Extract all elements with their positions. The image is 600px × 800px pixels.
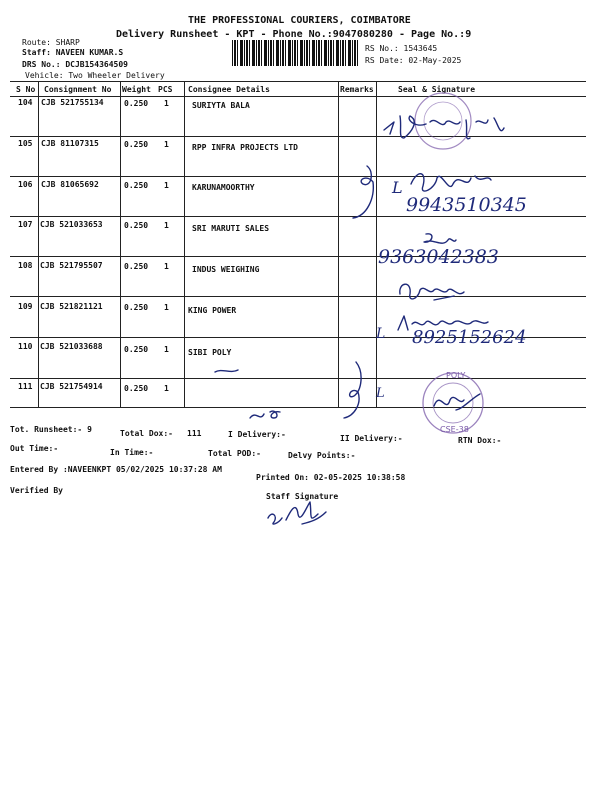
- rtn-dox: RTN Dox:-: [458, 436, 502, 445]
- row-consignee: RPP INFRA PROJECTS LTD: [192, 143, 298, 152]
- row-sno: 109: [18, 302, 33, 311]
- row-consignee: KING POWER: [188, 306, 237, 315]
- row-consignee: SURIYTA BALA: [192, 101, 250, 110]
- handwritten-phone: 9943510345: [406, 194, 527, 216]
- row-sno: 111: [18, 382, 33, 391]
- header-weight: Weight: [122, 85, 151, 94]
- row-weight: 0.250: [124, 99, 149, 108]
- row-consignment-no: CJB 521821121: [40, 302, 103, 311]
- row-weight: 0.250: [124, 221, 149, 230]
- signature-loop-row-111: [336, 356, 376, 426]
- row-consignee: KARUNAMOORTHY: [192, 183, 255, 192]
- signature-row-111-small: [246, 402, 296, 424]
- row-consignee: SRI MARUTI SALES: [192, 224, 270, 233]
- row-consignment-no: CJB 521033653: [40, 220, 103, 229]
- ii-delivery: II Delivery:-: [340, 434, 403, 443]
- row-weight: 0.250: [124, 140, 149, 149]
- company-title: THE PROFESSIONAL COURIERS, COIMBATORE: [188, 15, 411, 26]
- row-pcs: 1: [164, 303, 169, 312]
- stamp-bottom-text: CSE-38: [440, 425, 469, 434]
- signature-row-104: [380, 108, 520, 148]
- runsheet-subtitle: Delivery Runsheet - KPT - Phone No.:9047080280 - Page No.:9: [116, 29, 472, 40]
- out-time: Out Time:-: [10, 444, 59, 453]
- table-bottom-line: [10, 407, 586, 408]
- rs-date: RS Date: 02-May-2025: [365, 56, 462, 65]
- verified-by: Verified By: [10, 486, 63, 495]
- row-line: [10, 216, 586, 217]
- i-delivery: I Delivery:-: [228, 430, 286, 439]
- total-dox-value: 111: [187, 429, 202, 438]
- pen-mark: [212, 364, 242, 376]
- in-time: In Time:-: [110, 448, 154, 457]
- table-header-line: [10, 96, 586, 97]
- row-pcs: 1: [164, 99, 169, 108]
- row-weight: 0.250: [124, 262, 149, 271]
- row-consignee: INDUS WEIGHING: [192, 265, 260, 274]
- row-consignment-no: CJB 81065692: [41, 180, 99, 189]
- row-consignment-no: CJB 521755134: [41, 98, 104, 107]
- row-sno: 104: [18, 98, 33, 107]
- staff-signature-label: Staff Signature: [266, 492, 339, 501]
- handwritten-initial: L: [376, 386, 385, 401]
- row-pcs: 1: [164, 384, 169, 393]
- vehicle-label: Vehicle: Two Wheeler Delivery: [25, 71, 165, 80]
- col-divider: [120, 81, 121, 407]
- table-top-line: [10, 81, 586, 82]
- barcode-image: [232, 40, 360, 66]
- signature-row-108: [394, 276, 474, 308]
- row-sno: 110: [18, 342, 33, 351]
- row-line: [10, 296, 586, 297]
- staff-label: Staff: NAVEEN KUMAR.S: [22, 48, 124, 57]
- row-line: [10, 256, 586, 257]
- col-divider: [376, 81, 377, 407]
- row-weight: 0.250: [124, 181, 149, 190]
- row-sno: 108: [18, 261, 33, 270]
- staff-signature-mark: [262, 494, 332, 534]
- rs-number: RS No.: 1543645: [365, 44, 438, 53]
- total-dox-label: Total Dox:-: [120, 429, 173, 438]
- row-line: [10, 378, 586, 379]
- row-sno: 105: [18, 139, 33, 148]
- row-consignee: SIBI POLY: [188, 348, 232, 357]
- signature-loop-row-106: [345, 158, 385, 228]
- handwritten-phone: 8925152624: [412, 327, 527, 348]
- entered-by: Entered By :NAVEENKPT 05/02/2025 10:37:28 AM: [10, 465, 222, 474]
- row-consignment-no: CJB 521795507: [40, 261, 103, 270]
- row-pcs: 1: [164, 221, 169, 230]
- printed-on: Printed On: 02-05-2025 10:38:58: [256, 473, 406, 482]
- row-pcs: 1: [164, 345, 169, 354]
- header-remarks: Remarks: [340, 85, 374, 94]
- row-consignment-no: CJB 521754914: [40, 382, 103, 391]
- row-sno: 107: [18, 220, 33, 229]
- col-divider: [38, 81, 39, 407]
- row-pcs: 1: [164, 262, 169, 271]
- col-divider: [184, 81, 185, 407]
- drs-label: DRS No.: DCJB154364509: [22, 60, 128, 69]
- row-weight: 0.250: [124, 303, 149, 312]
- row-weight: 0.250: [124, 384, 149, 393]
- signature-row-111: [428, 384, 484, 416]
- header-sno: S No: [16, 85, 36, 94]
- row-sno: 106: [18, 180, 33, 189]
- handwritten-initial: L: [376, 326, 386, 342]
- stamp-top-text: POLY: [446, 371, 466, 380]
- tot-runsheet: Tot. Runsheet:- 9: [10, 425, 92, 434]
- header-pcs: PCS: [158, 85, 173, 94]
- header-consignee: Consignee Details: [188, 85, 270, 94]
- delvy-points: Delvy Points:-: [288, 451, 356, 460]
- row-pcs: 1: [164, 181, 169, 190]
- handwritten-phone: 9363042383: [378, 246, 499, 268]
- row-weight: 0.250: [124, 345, 149, 354]
- total-pod: Total POD:-: [208, 449, 261, 458]
- row-consignment-no: CJB 521033688: [40, 342, 103, 351]
- row-line: [10, 176, 586, 177]
- header-consignment-no: Consignment No: [44, 85, 112, 94]
- row-consignment-no: CJB 81107315: [41, 139, 99, 148]
- handwritten-initial: L: [392, 178, 403, 197]
- row-pcs: 1: [164, 140, 169, 149]
- header-seal-signature: Seal & Signature: [398, 85, 476, 94]
- route-label: Route: SHARP: [22, 38, 80, 47]
